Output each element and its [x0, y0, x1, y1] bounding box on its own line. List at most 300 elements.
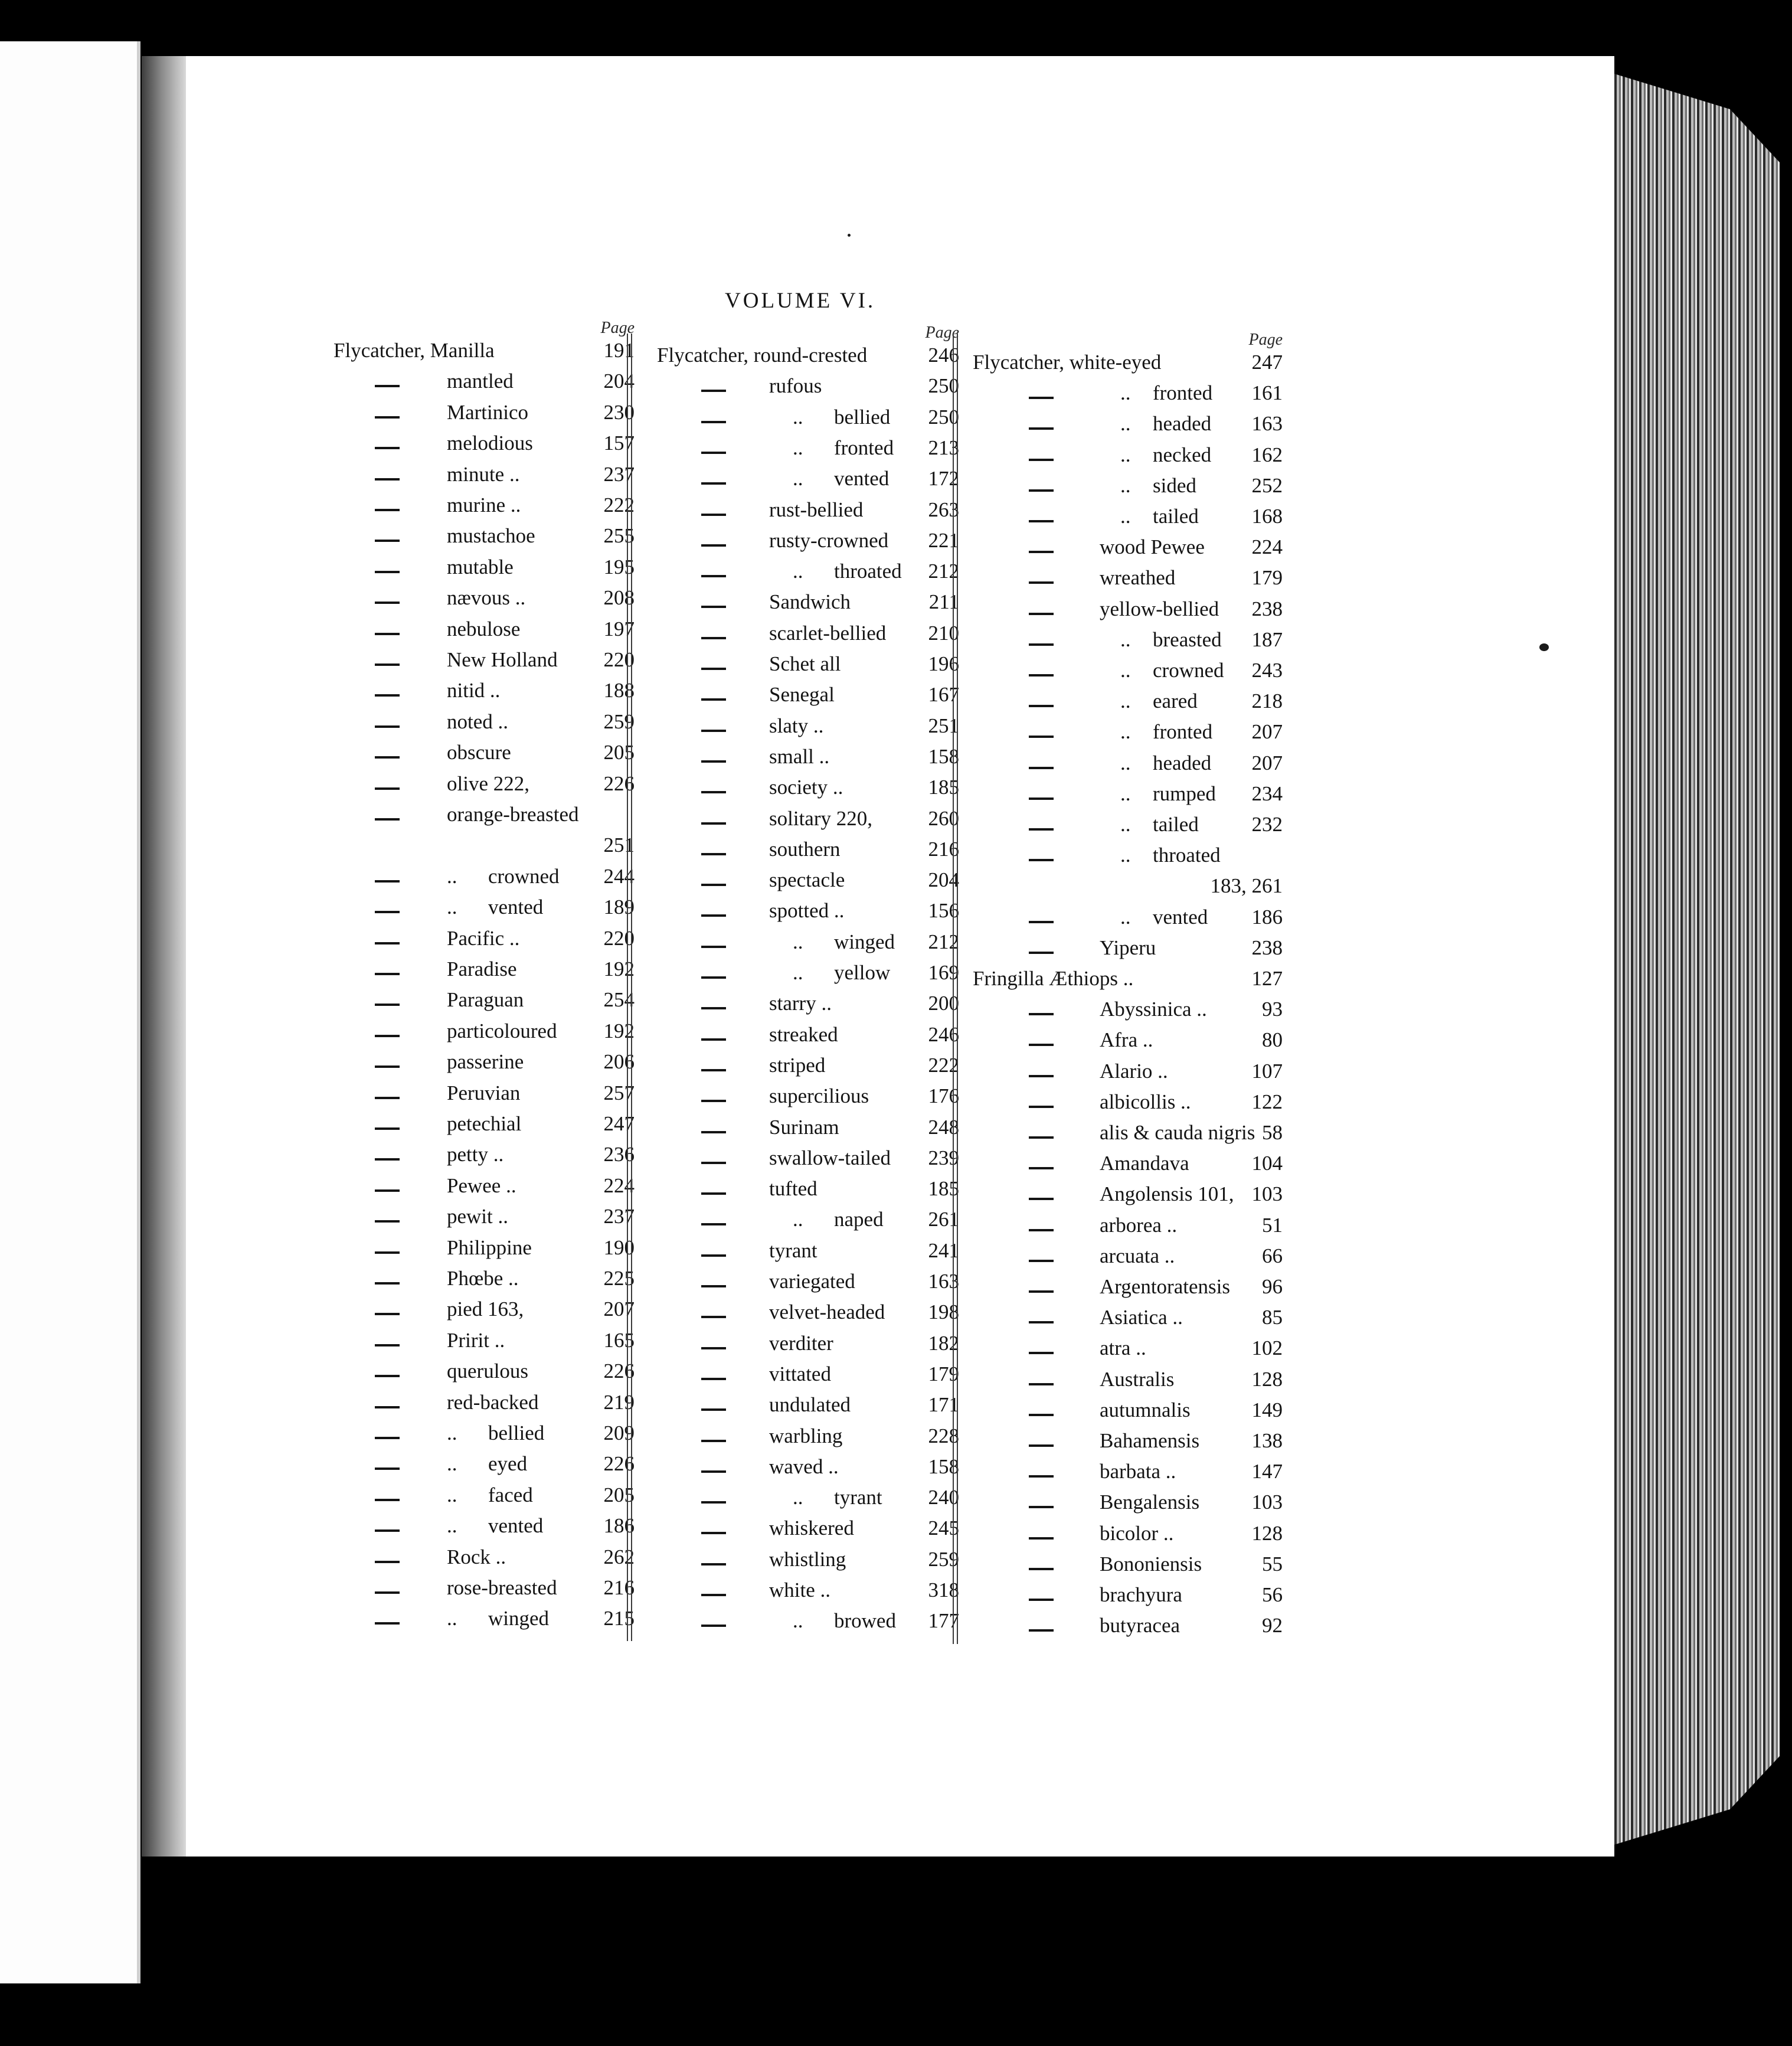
index-entry	[973, 720, 1283, 751]
index-entry	[657, 1177, 959, 1208]
page-number: 237	[603, 1205, 635, 1228]
ditto-dash	[375, 1468, 400, 1470]
entry-name: vented	[488, 895, 544, 919]
ditto-dash	[701, 1470, 726, 1473]
index-entry	[333, 1236, 635, 1267]
page-number: 251	[603, 834, 635, 857]
page-number: 221	[928, 528, 959, 552]
ditto-dash	[701, 1347, 726, 1349]
index-entry	[657, 930, 959, 961]
entry-name: vented	[834, 467, 890, 491]
page-number: 226	[603, 1359, 635, 1383]
ditto-dash	[375, 509, 400, 511]
index-entry	[973, 689, 1283, 720]
page-number: 186	[1251, 905, 1283, 929]
ditto-dash	[1029, 1013, 1054, 1015]
entry-name: Australis	[1100, 1367, 1175, 1391]
entry-name: tyrant	[834, 1486, 882, 1509]
entry-name: Bononiensis	[1100, 1552, 1202, 1576]
entry-name: red-backed	[447, 1390, 539, 1414]
page-number: 208	[603, 586, 635, 610]
ditto-dash	[1029, 643, 1054, 646]
entry-name: sided	[1153, 473, 1196, 497]
page-number: 165	[603, 1328, 635, 1352]
page-number: 236	[603, 1143, 635, 1166]
index-entry	[657, 992, 959, 1022]
page-number: 187	[1251, 627, 1283, 651]
index-entry	[973, 1121, 1283, 1152]
ditto-dash	[701, 482, 726, 485]
index-entry	[657, 1023, 959, 1054]
entry-name: petechial	[447, 1112, 522, 1135]
page-number: 200	[928, 992, 959, 1015]
entry-name: faced	[488, 1483, 533, 1506]
ditto-dash	[375, 447, 400, 449]
page-number: 230	[603, 400, 635, 424]
ditto-dash	[1029, 674, 1054, 676]
entry-name: noted ..	[447, 710, 509, 733]
index-entry	[333, 895, 635, 926]
ditto-dash	[701, 1069, 726, 1071]
index-entry	[333, 1391, 635, 1421]
page-number: 169	[928, 961, 959, 984]
ditto-dash	[701, 884, 726, 886]
entry-name: variegated	[769, 1270, 855, 1293]
index-entry	[657, 529, 959, 560]
page-number: 218	[1251, 689, 1283, 713]
ditto-dash	[1029, 798, 1054, 800]
index-entry	[657, 467, 959, 498]
page-number: 232	[1251, 813, 1283, 836]
index-entry	[657, 1084, 959, 1115]
ditto-dash	[701, 1038, 726, 1041]
index-entry	[657, 1393, 959, 1424]
index-entry	[657, 1332, 959, 1362]
ditto-dots: ..	[793, 467, 803, 491]
entry-name: mantled	[447, 370, 514, 393]
ditto-dash	[1029, 1414, 1054, 1416]
entry-name: pewit ..	[447, 1205, 509, 1228]
page-number: 210	[928, 621, 959, 645]
page-number: 185	[928, 1177, 959, 1201]
ditto-dash	[1029, 921, 1054, 923]
index-entry	[973, 535, 1283, 566]
ditto-dash	[1029, 1475, 1054, 1478]
page-number: 80	[1262, 1028, 1283, 1052]
index-entry	[657, 1424, 959, 1455]
page-number: 246	[928, 344, 959, 367]
index-entry	[333, 555, 635, 586]
ditto-dots: ..	[793, 930, 803, 953]
ditto-dots: ..	[1120, 473, 1131, 497]
page-number: 215	[603, 1607, 635, 1630]
ditto-dots: ..	[793, 1208, 803, 1231]
entry-name: nebulose	[447, 617, 521, 640]
ditto-dash	[701, 1131, 726, 1133]
index-entry	[657, 1548, 959, 1578]
index-entry	[657, 1362, 959, 1393]
index-entry	[333, 1081, 635, 1112]
page-number: 262	[603, 1545, 635, 1568]
page-number: 206	[603, 1050, 635, 1074]
entry-name: fronted	[1153, 720, 1213, 744]
entry-name: throated	[1153, 844, 1221, 867]
page-number: 167	[928, 683, 959, 707]
entry-name: waved ..	[769, 1455, 839, 1478]
entry-name: Abyssinica ..	[1100, 998, 1207, 1021]
ditto-dots: ..	[1120, 844, 1131, 867]
ditto-dash	[701, 791, 726, 793]
index-entry	[657, 807, 959, 838]
index-entry	[973, 505, 1283, 535]
page-number: 149	[1251, 1398, 1283, 1421]
entry-name: pied 163,	[447, 1297, 524, 1321]
entry-name: New Holland	[447, 648, 558, 671]
index-entry	[333, 988, 635, 1019]
ditto-dash	[375, 818, 400, 821]
index-entry	[657, 406, 959, 436]
ditto-dash	[375, 973, 400, 975]
page-number: 241	[928, 1238, 959, 1262]
entry-name: Philippine	[447, 1236, 532, 1259]
page-number: 240	[928, 1486, 959, 1509]
index-entry	[333, 1359, 635, 1390]
ditto-dash	[1029, 1629, 1054, 1632]
page-number: 225	[603, 1267, 635, 1290]
page-number: 176	[928, 1084, 959, 1108]
ditto-dash	[701, 668, 726, 670]
index-entry	[657, 683, 959, 714]
ditto-dash	[701, 1563, 726, 1565]
ditto-dots: ..	[447, 1421, 457, 1444]
page-edges	[1614, 74, 1780, 1845]
index-entry	[657, 622, 959, 652]
entry-name: atra ..	[1100, 1336, 1146, 1360]
ditto-dash	[1029, 397, 1054, 399]
page-number: 254	[603, 988, 635, 1012]
ditto-dash	[701, 390, 726, 392]
page-number: 172	[928, 467, 959, 491]
index-entry	[973, 443, 1283, 474]
page-number: 168	[1251, 505, 1283, 528]
entry-name: butyracea	[1100, 1614, 1181, 1638]
ditto-dash	[1029, 1136, 1054, 1139]
index-column-1	[333, 319, 635, 1653]
ditto-dash	[375, 1127, 400, 1130]
index-entry	[973, 659, 1283, 689]
page-number: 177	[928, 1609, 959, 1633]
index-entry	[657, 1270, 959, 1300]
entry-name: bellied	[834, 405, 891, 429]
ditto-dash	[701, 421, 726, 423]
ditto-dash	[375, 1406, 400, 1408]
index-entry	[657, 1578, 959, 1609]
index-entry	[657, 1054, 959, 1084]
page-number: 196	[928, 652, 959, 675]
page-number: 220	[603, 926, 635, 950]
ditto-dash	[701, 1440, 726, 1442]
ditto-dash	[701, 914, 726, 917]
page-number: 209	[603, 1421, 635, 1444]
index-entry	[973, 1429, 1283, 1460]
ditto-dash	[1029, 1106, 1054, 1108]
ditto-dash	[1029, 1568, 1054, 1570]
index-entry	[973, 1398, 1283, 1429]
index-entry	[657, 745, 959, 776]
entry-name: warbling	[769, 1424, 843, 1447]
entry-name: starry ..	[769, 992, 832, 1015]
page-number: 204	[603, 370, 635, 393]
ditto-dash	[701, 1100, 726, 1102]
entry-name: Sandwich	[769, 590, 851, 614]
ditto-dash	[1029, 520, 1054, 522]
ditto-dots: ..	[447, 864, 457, 888]
entry-name: supercilious	[769, 1084, 869, 1108]
page-number: 192	[603, 957, 635, 980]
entry-name: Bahamensis	[1100, 1429, 1200, 1452]
page-number: 204	[928, 868, 959, 892]
entry-name: verditer	[769, 1331, 833, 1355]
ditto-dash	[375, 385, 400, 387]
page-number: 237	[603, 462, 635, 486]
ditto-dash	[1029, 952, 1054, 954]
page-number: 189	[603, 895, 635, 919]
index-entry	[333, 493, 635, 524]
page-number: 259	[603, 710, 635, 733]
page-number: 198	[928, 1300, 959, 1324]
entry-name: Schet all	[769, 652, 841, 675]
ditto-dash	[701, 946, 726, 948]
ditto-dash	[701, 1532, 726, 1534]
ditto-dots: ..	[1120, 751, 1131, 774]
ditto-dash	[701, 637, 726, 639]
entry-heading: Flycatcher, round-crested	[657, 344, 868, 367]
ditto-dash	[1029, 1167, 1054, 1169]
index-entry	[333, 1452, 635, 1483]
page-number: 85	[1262, 1306, 1283, 1329]
page-number: 255	[603, 524, 635, 548]
index-entry	[657, 899, 959, 930]
index-entry	[657, 838, 959, 868]
index-entry	[333, 1143, 635, 1174]
ditto-dots: ..	[793, 1486, 803, 1509]
entry-name: browed	[834, 1609, 896, 1633]
page-number: 238	[1251, 597, 1283, 620]
page-number: 122	[1251, 1090, 1283, 1113]
index-entry	[657, 498, 959, 529]
page-number: 102	[1251, 1336, 1283, 1360]
page-number: 216	[928, 837, 959, 861]
page-number: 171	[928, 1393, 959, 1417]
ditto-dash	[375, 911, 400, 913]
entry-name: society ..	[769, 776, 843, 799]
index-entry	[333, 1545, 635, 1576]
ditto-dash	[375, 1035, 400, 1037]
page-number: 207	[1251, 720, 1283, 744]
entry-name: Paraguan	[447, 988, 524, 1012]
page-number: 205	[603, 741, 635, 764]
index-entry	[333, 432, 635, 462]
ditto-dots: ..	[447, 895, 457, 919]
page-number: 245	[928, 1516, 959, 1540]
index-entry	[657, 1455, 959, 1486]
page-number: 205	[603, 1483, 635, 1506]
ditto-dots: ..	[447, 1483, 457, 1506]
index-entry	[657, 344, 959, 374]
ditto-dash	[701, 1378, 726, 1380]
ditto-dots: ..	[793, 961, 803, 984]
index-entry	[657, 1516, 959, 1547]
entry-name: Surinam	[769, 1115, 839, 1139]
entry-name: Asiatica ..	[1100, 1306, 1183, 1329]
index-entry	[657, 1239, 959, 1270]
ditto-dots: ..	[1120, 905, 1131, 929]
ditto-dash	[1029, 1383, 1054, 1385]
page-number: 252	[1251, 473, 1283, 497]
page-number: 161	[1251, 381, 1283, 405]
index-entry	[657, 436, 959, 467]
index-entry	[973, 1368, 1283, 1398]
page-number: 103	[1251, 1182, 1283, 1206]
entry-name: brachyura	[1100, 1583, 1182, 1606]
page-number: 96	[1262, 1275, 1283, 1298]
page-number: 246	[928, 1022, 959, 1046]
ditto-dash	[1029, 859, 1054, 861]
ditto-dash	[375, 602, 400, 604]
index-entry	[333, 586, 635, 617]
index-entry	[973, 474, 1283, 505]
ditto-dots: ..	[1120, 720, 1131, 744]
ditto-dash	[375, 1066, 400, 1068]
ditto-dash	[1029, 828, 1054, 831]
ditto-dots: ..	[447, 1452, 457, 1476]
entry-name: rumped	[1153, 782, 1216, 805]
entry-heading: Flycatcher, Manilla	[333, 339, 495, 362]
page-column-heading: Page	[600, 319, 635, 337]
index-entry	[973, 1028, 1283, 1059]
entry-name: orange-breasted	[447, 803, 579, 826]
ditto-dash	[701, 606, 726, 608]
entry-name: tyrant	[769, 1238, 817, 1262]
page-number: 247	[1251, 351, 1283, 374]
ditto-dash	[701, 698, 726, 701]
ditto-dash	[375, 571, 400, 573]
ditto-dash	[1029, 459, 1054, 461]
ditto-dash	[375, 633, 400, 635]
page-number: 179	[1251, 566, 1283, 590]
page-number: 250	[928, 405, 959, 429]
page-number: 51	[1262, 1213, 1283, 1237]
ditto-dash	[375, 416, 400, 419]
entry-heading: Fringilla Æthiops ..	[973, 967, 1134, 990]
page-number: 56	[1262, 1583, 1283, 1606]
page-number: 226	[603, 1452, 635, 1476]
index-entry	[333, 772, 635, 803]
entry-name: headed	[1153, 412, 1212, 436]
ditto-dash	[1029, 705, 1054, 707]
ditto-dots: ..	[1120, 813, 1131, 836]
page-number: 158	[928, 1455, 959, 1478]
entry-name: mutable	[447, 555, 514, 578]
entry-name: throated	[834, 560, 902, 583]
ditto-dash	[701, 760, 726, 763]
ditto-dash	[1029, 767, 1054, 769]
page-number: 226	[603, 772, 635, 795]
entry-name: winged	[834, 930, 895, 953]
page-number: 211	[928, 590, 959, 614]
volume-title: VOLUME VI.	[725, 289, 876, 313]
ditto-dots: ..	[1120, 689, 1131, 713]
ditto-dash	[1029, 1044, 1054, 1046]
entry-name: Rock ..	[447, 1545, 506, 1568]
ditto-dots: ..	[793, 405, 803, 429]
ditto-dash	[375, 880, 400, 883]
index-entry	[333, 1483, 635, 1514]
entry-name: swallow-tailed	[769, 1146, 891, 1169]
ditto-dots: ..	[1120, 627, 1131, 651]
index-entry	[973, 751, 1283, 782]
page-number: 260	[928, 806, 959, 830]
page-number: 222	[603, 493, 635, 517]
ditto-dots: ..	[1120, 659, 1131, 682]
page-number: 163	[928, 1270, 959, 1293]
entry-name: Afra ..	[1100, 1028, 1153, 1052]
page-number: 162	[1251, 443, 1283, 466]
page-number: 138	[1251, 1429, 1283, 1452]
index-entry	[973, 874, 1283, 905]
entry-name: obscure	[447, 741, 511, 764]
page-number: 207	[1251, 751, 1283, 774]
index-entry	[973, 1522, 1283, 1553]
page-column-heading: Page	[1248, 331, 1283, 349]
page-number: 257	[603, 1081, 635, 1104]
index-entry	[657, 776, 959, 806]
ditto-dash	[1029, 736, 1054, 738]
index-entry	[973, 1275, 1283, 1306]
index-entry	[657, 1609, 959, 1640]
entry-name: crowned	[1153, 659, 1224, 682]
ink-speck	[1539, 643, 1549, 651]
entry-name: autumnalis	[1100, 1398, 1191, 1421]
ditto-dash	[701, 452, 726, 454]
ditto-dots: ..	[793, 560, 803, 583]
index-entry	[973, 936, 1283, 967]
page-number: 247	[603, 1112, 635, 1135]
page-number: 207	[603, 1297, 635, 1321]
index-entry	[973, 1306, 1283, 1336]
entry-name: vented	[1153, 905, 1208, 929]
index-entry	[973, 1460, 1283, 1491]
page-number: 183, 261	[1210, 874, 1283, 898]
page-number: 190	[603, 1236, 635, 1259]
page-number: 182	[928, 1331, 959, 1355]
index-entry	[333, 803, 635, 834]
index-entry	[333, 648, 635, 679]
entry-name: fronted	[1153, 381, 1213, 405]
index-entry	[973, 1182, 1283, 1213]
ditto-dots: ..	[1120, 412, 1131, 436]
page-number: 179	[928, 1362, 959, 1385]
page-number: 55	[1262, 1552, 1283, 1576]
entry-name: Martinico	[447, 400, 529, 424]
entry-name: white ..	[769, 1578, 831, 1601]
entry-name: yellow	[834, 961, 891, 984]
index-entry	[333, 1421, 635, 1452]
page-number: 261	[928, 1208, 959, 1231]
page-number: 224	[603, 1174, 635, 1197]
index-entry	[333, 370, 635, 400]
page-number: 220	[603, 648, 635, 671]
